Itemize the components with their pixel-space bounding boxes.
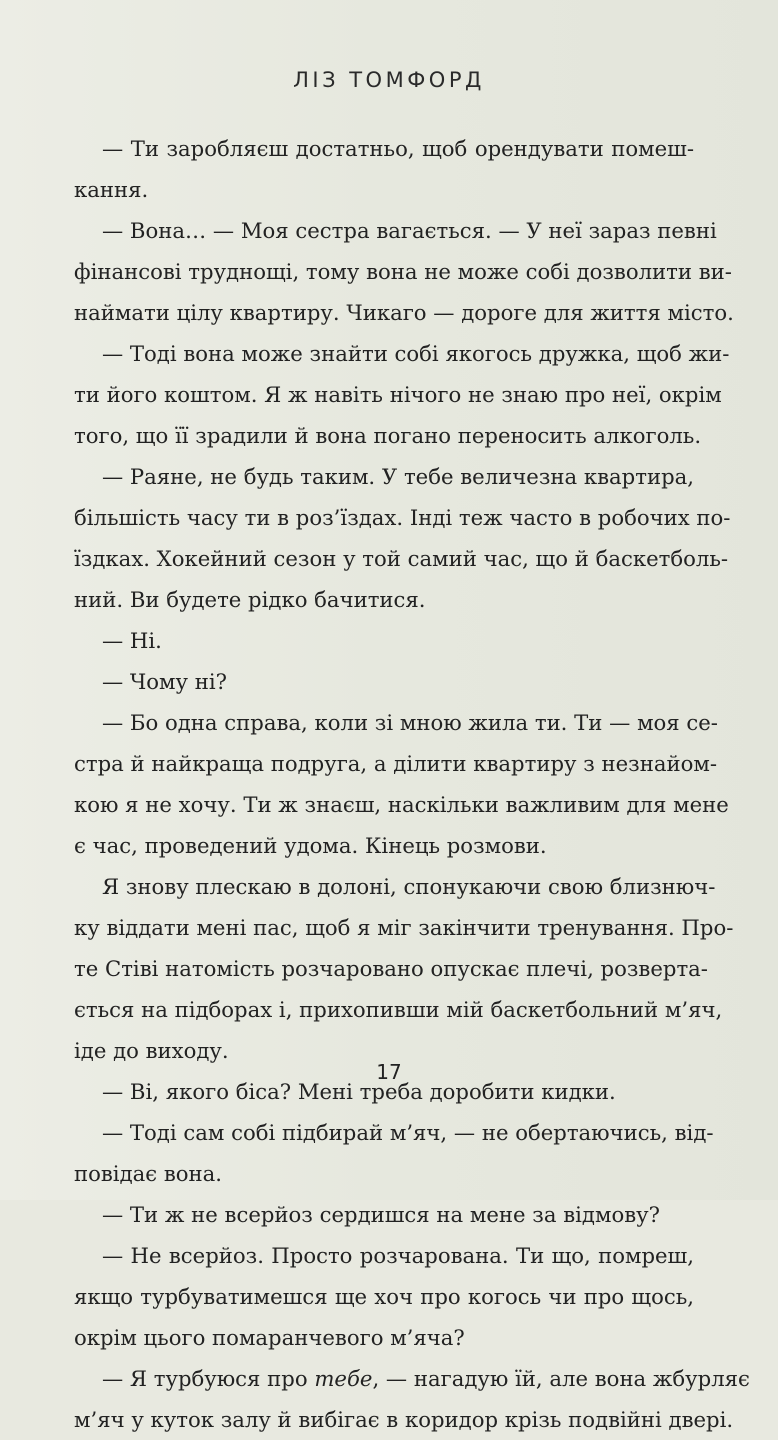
text-line: — Ти заробляєш достатньо, щоб орендувати помеш- [102,136,694,161]
text-line: їздках. Хокейний сезон у той самий час, що й баскетболь- [74,546,729,571]
text-line: ється на підборах і, прихопивши мій баскетбольний м’яч, [74,997,723,1022]
text-line: стра й найкраща подруга, а ділити квартиру з незнайом- [74,751,718,776]
text-line: ку віддати мені пас, щоб я міг закінчити тренування. Про- [74,915,734,940]
text-line: наймати цілу квартиру. Чикаго — дороге для життя місто. [74,300,734,325]
text-line: — Ти ж не всерйоз сердишся на мене за відмову? [102,1202,660,1227]
text-line: — Бо одна справа, коли зі мною жила ти. Ти — моя се- [102,710,718,735]
text-line: Я знову плескаю в долоні, спонукаючи свою близнюч- [102,874,716,899]
text-line: окрім цього помаранчевого м’яча? [74,1325,465,1350]
text-fragment: , — нагадую їй, але вона жбурляє [372,1366,750,1391]
text-line: — Тоді сам собі підбирай м’яч, — не обертаючись, від- [102,1120,714,1145]
text-line: фінансові труднощі, тому вона не може собі дозволити ви- [74,259,732,284]
text-line: те Стіві натомість розчаровано опускає плечі, розверта- [74,956,708,981]
text-line: ний. Ви будете рідко бачитися. [74,587,426,612]
text-line: — Чому ні? [102,669,227,694]
body-text [74,128,750,1440]
page-number: 17 [376,1060,402,1084]
text-line: — Не всерйоз. Просто розчарована. Ти що, помреш, [102,1243,694,1268]
text-line: — Ні. [102,628,162,653]
running-header-author: ЛІЗ ТОМФОРД [293,68,485,92]
text-line: — Тоді вона може знайти собі якогось дружка, щоб жи- [102,341,730,366]
text-line: є час, проведений удома. Кінець розмови. [74,833,547,858]
text-fragment: — Я турбуюся про [102,1366,315,1391]
text-line: ти його коштом. Я ж навіть нічого не знаю про неї, окрім [74,382,722,407]
text-line: якщо турбуватимешся ще хоч про когось чи про щось, [74,1284,694,1309]
text-line: кою я не хочу. Ти ж знаєш, наскільки важливим для мене [74,792,729,817]
text-line: більшість часу ти в роз’їздах. Інді теж часто в робочих по- [74,505,731,530]
text-line: повідає вона. [74,1161,223,1186]
text-line: кання. [74,177,149,202]
emphasized-word: тебе [314,1366,373,1391]
text-line: — Вона… — Моя сестра вагається. — У неї зараз певні [102,218,717,243]
text-line: — Раяне, не будь таким. У тебе величезна квартира, [102,464,695,489]
text-line: того, що її зрадили й вона погано переносить алкоголь. [74,423,702,448]
text-line: іде до виходу. [74,1038,229,1063]
text-line: м’яч у куток залу й вибігає в коридор крізь подвійні двері. [74,1407,734,1432]
text-line-emphasis [74,1358,750,1399]
text-line: — Ві, якого біса? Мені треба доробити кидки. [102,1079,616,1104]
